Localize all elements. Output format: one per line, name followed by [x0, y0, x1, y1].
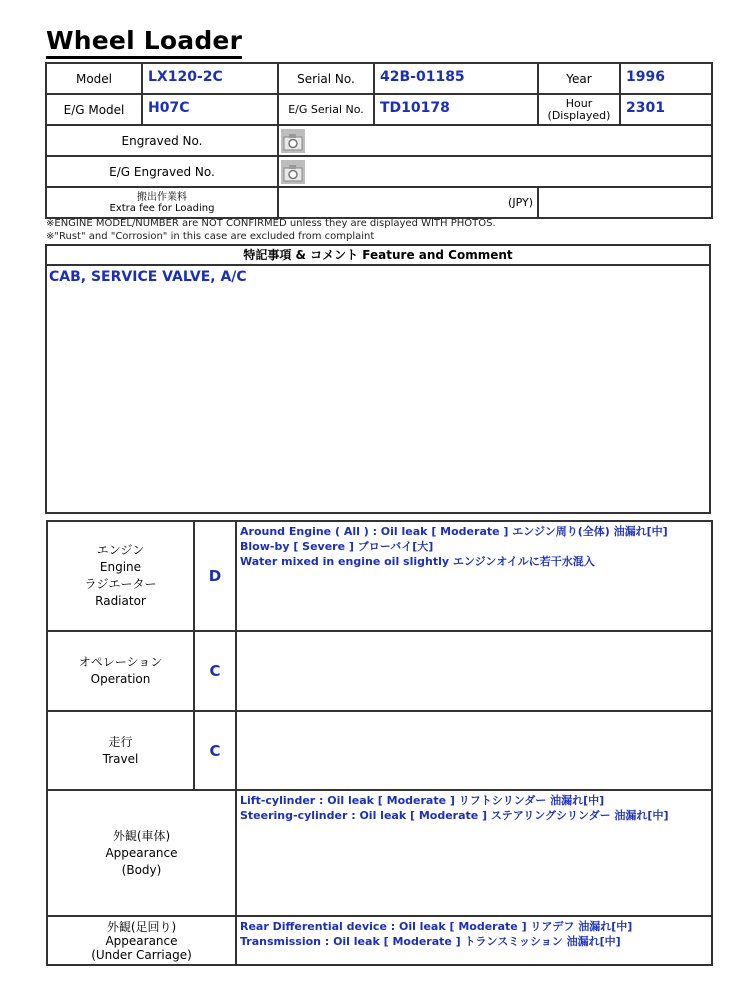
eg-model-label: E/G Model	[46, 94, 142, 125]
extra-fee-amount-cell	[278, 187, 538, 218]
condition-row-appearance-body	[47, 790, 712, 916]
condition-row-operation	[47, 631, 712, 711]
info-row-model	[46, 63, 712, 94]
condition-comments	[236, 711, 712, 790]
condition-comments	[236, 631, 712, 711]
info-row-engraved	[46, 125, 712, 156]
model-value: LX120-2C	[142, 63, 278, 94]
hour-label-line2: (Displayed)	[547, 108, 611, 122]
condition-comments	[236, 790, 712, 916]
condition-comments	[236, 916, 712, 965]
condition-grade: C	[194, 711, 236, 790]
label-line: (Under Carriage)	[91, 947, 192, 962]
year-value: 1996	[620, 63, 712, 94]
feature-comment-box	[45, 244, 711, 514]
serial-value: 42B-01185	[374, 63, 538, 94]
hour-value: 2301	[620, 94, 712, 125]
label-line: 走行	[108, 734, 133, 749]
condition-table	[46, 520, 713, 966]
eg-serial-value: TD10178	[374, 94, 538, 125]
page-title: Wheel Loader	[46, 26, 242, 59]
currency-label: (JPY)	[508, 196, 533, 209]
model-label: Model	[46, 63, 142, 94]
comment-line: Transmission : Oil leak [ Moderate ] トランスミッション 油漏れ[中]	[240, 935, 621, 948]
label-line: (Body)	[121, 862, 162, 877]
label-line: エンジン	[96, 543, 145, 557]
comment-line: Rear Differential device : Oil leak [ Moderate ] リアデフ 油漏れ[中]	[240, 920, 633, 933]
eg-engraved-label: E/G Engraved No.	[109, 164, 215, 179]
condition-grade: D	[194, 521, 236, 631]
label-line: Engine	[99, 560, 142, 574]
engraved-label-cell	[46, 125, 278, 156]
eg-engraved-label-cell	[46, 156, 278, 187]
serial-label: Serial No.	[278, 63, 374, 94]
label-line: Appearance	[105, 933, 178, 948]
hour-label	[538, 94, 620, 125]
camera-icon[interactable]	[281, 129, 305, 153]
eg-engraved-photo-cell	[278, 156, 712, 187]
extra-fee-label-en: Extra fee for Loading	[109, 202, 215, 214]
comment-line: Water mixed in engine oil slightly エンジンオイルに若干水混入	[240, 555, 595, 568]
extra-fee-blank-cell	[538, 187, 712, 218]
comment-line: Around Engine ( All ) : Oil leak [ Moderate ] エンジン周り(全体) 油漏れ[中]	[240, 525, 668, 538]
disclaimer-note-2: ※"Rust" and "Corrosion" in this case are excluded from complaint	[46, 231, 375, 242]
year-label: Year	[538, 63, 620, 94]
condition-label	[47, 916, 236, 965]
condition-label	[47, 631, 194, 711]
comment-line: Blow-by [ Severe ] ブローバイ[大]	[240, 540, 434, 553]
condition-label	[47, 790, 236, 916]
comment-line: Lift-cylinder : Oil leak [ Moderate ] リフトシリンダー 油漏れ[中]	[240, 794, 605, 807]
label-line: Appearance	[105, 845, 178, 860]
engraved-photo-cell	[278, 125, 712, 156]
condition-label	[47, 711, 194, 790]
hour-label-line1: Hour	[565, 96, 593, 110]
condition-grade: C	[194, 631, 236, 711]
machine-info-table	[45, 62, 713, 219]
extra-fee-label	[46, 187, 278, 218]
camera-icon[interactable]	[281, 160, 305, 184]
disclaimer-notes	[46, 217, 496, 243]
label-line: 外観(足回り)	[106, 919, 177, 934]
condition-row-travel	[47, 711, 712, 790]
extra-fee-label-jp: 搬出作業料	[137, 191, 187, 203]
disclaimer-note-1: ※ENGINE MODEL/NUMBER are NOT CONFIRMED unless they are displayed WITH PHOTOS.	[46, 218, 496, 229]
label-line: ラジエーター	[84, 577, 157, 591]
condition-row-appearance-undercarriage	[47, 916, 712, 965]
info-row-engine	[46, 94, 712, 125]
comment-line: Steering-cylinder : Oil leak [ Moderate ] ステアリングシリンダー 油漏れ[中]	[240, 809, 669, 822]
eg-model-value: H07C	[142, 94, 278, 125]
feature-header: 特記事項 & コメント Feature and Comment	[47, 246, 709, 266]
condition-row-engine	[47, 521, 712, 631]
condition-label	[47, 521, 194, 631]
label-line: Operation	[90, 672, 151, 686]
engraved-label: Engraved No.	[121, 133, 203, 148]
label-line: Radiator	[95, 594, 146, 608]
eg-serial-label: E/G Serial No.	[278, 94, 374, 125]
condition-comments	[236, 521, 712, 631]
label-line: Travel	[102, 751, 139, 766]
info-row-eg-engraved	[46, 156, 712, 187]
label-line: 外観(車体)	[112, 828, 171, 843]
feature-comment: CAB, SERVICE VALVE, A/C	[49, 269, 247, 285]
info-row-extra-fee	[46, 187, 712, 218]
label-line: オペレーション	[78, 655, 163, 669]
